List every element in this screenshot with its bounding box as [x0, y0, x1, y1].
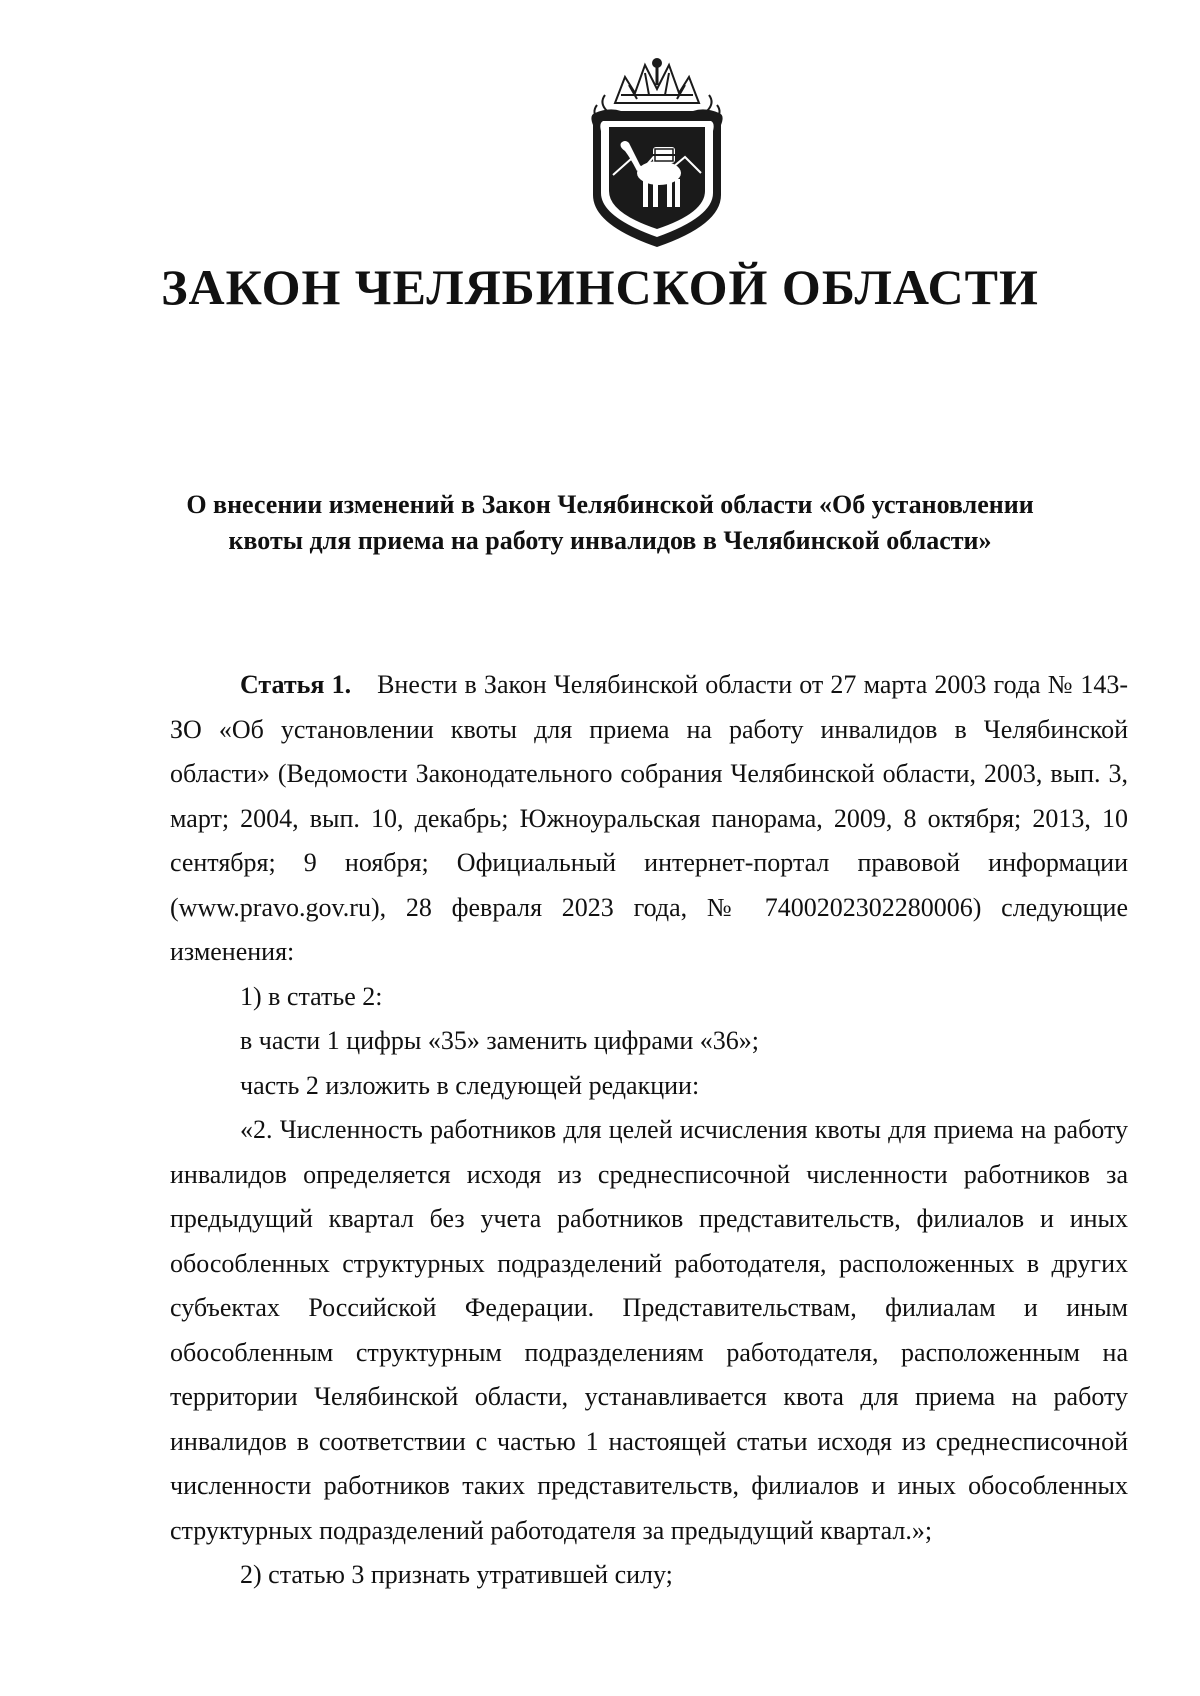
article-1-text: Внести в Закон Челябинской области от 27 марта 2003 года № 143-ЗО «Об установлении квоты для приема на работу инвалидов в Челябинской области» (Ведомости Законодательного собрания Челябинской области, 2003, вып. 3, март; 2004, вып. 10, декабрь; Южноуральская панорама, 2009, 8 октября; 2013, 10 сентября; 9 ноября; Официальный интернет-портал правовой информации (www.pravo.gov.ru), 28 февраля 2023 года, № 7400202302280006) следующие изменения: [170, 670, 1128, 966]
item-1-part-2: часть 2 изложить в следующей редакции: [240, 1070, 700, 1100]
subtitle-line-1: О внесении изменений в Закон Челябинской области «Об установлении [186, 490, 1034, 519]
article-1-label: Статья 1. [240, 670, 352, 699]
article-1-paragraph [170, 663, 1128, 975]
subtitle-line-2: квоты для приема на работу инвалидов в Челябинской области» [228, 526, 992, 555]
document-subtitle [140, 487, 1080, 559]
coat-of-arms-icon [585, 55, 730, 250]
item-1: 1) в статье 2: [240, 981, 383, 1011]
document-body [170, 663, 1128, 1598]
item-2: 2) статью 3 признать утратившей силу; [240, 1560, 673, 1589]
document-title: ЗАКОН ЧЕЛЯБИНСКОЙ ОБЛАСТИ [161, 259, 1039, 315]
item-1-part-1: в части 1 цифры «35» заменить цифрами «36»; [240, 1026, 760, 1055]
quoted-amendment: «2. Численность работников для целей исчисления квоты для приема на работу инвалидов определяется исходя из среднесписочной численности работников за предыдущий квартал без учета работников представительств, филиалов и иных обособленных структурных подразделений работодателя, расположенных в других субъектах Российской Федерации. Представительствам, филиалам и иным обособленным структурным подразделениям работодателя, расположенным на территории Челябинской области, устанавливается квота для приема на работу инвалидов в соответствии с частью 1 настоящей статьи исходя из среднесписочной численности работников таких представительств, филиалов и иных обособленных структурных подразделений работодателя за предыдущий квартал.»; [170, 1115, 1128, 1545]
